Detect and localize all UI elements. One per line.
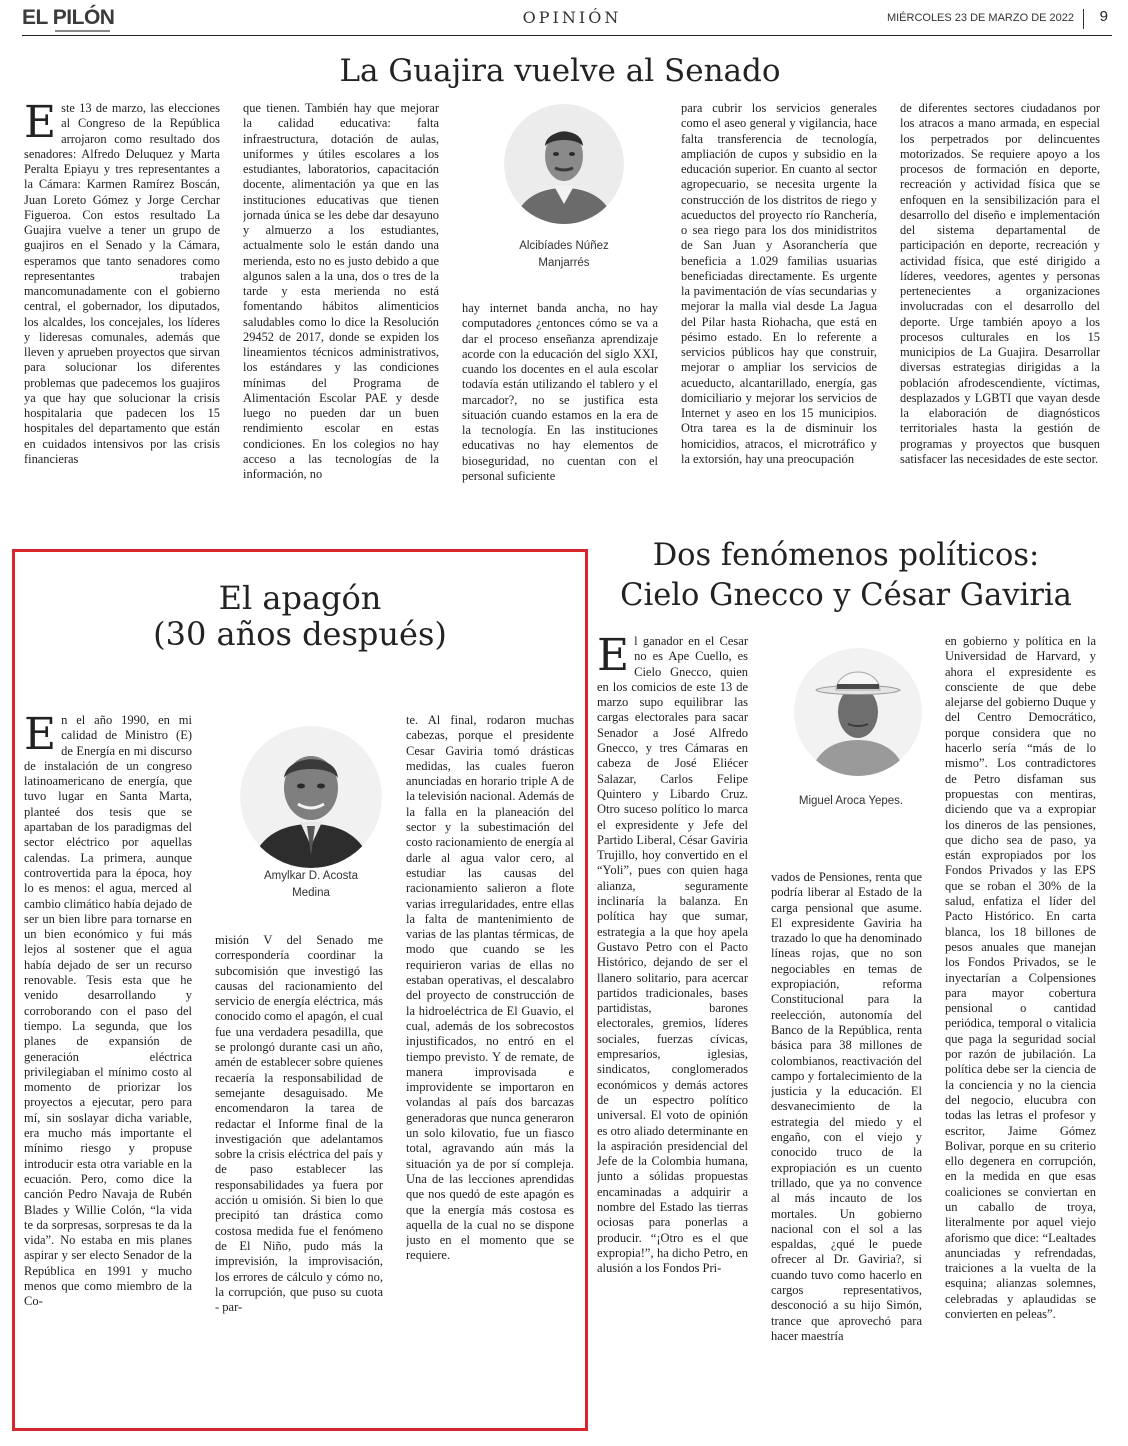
date-line: MIÉRCOLES 23 DE MARZO DE 2022: [886, 12, 1074, 24]
article3-column-2: [771, 870, 922, 1429]
article2-column-3: [406, 713, 574, 1416]
author-name-line-1: Amylkar D. Acosta: [264, 870, 358, 882]
article1-title: La Guajira vuelve al Senado: [339, 53, 781, 89]
author-photo-acosta: [240, 726, 382, 868]
article3-text-3: en gobierno y política en la Universidad de Harvard, y ahora el expresidente es consciente de que debe alejarse del gobierno Duque y del Centro Democrático, porque considera que no hacerlo sería “más de lo mismo”. Los contradictores de Petro disfaman sus propuestas con mentiras, diciendo que va a expropiar los dineros de las pensiones, que dicho sea de paso, ya están expropiados por los Fondos Privados y las EPS que se roban el 30% de la salud, enfatiza el líder del Pacto Histórico. En carta blanca, los 18 billones de pesos anuales que manejan los Fondos Privados, se le inyectarían a Colpensiones para mayor cobertura pensional o cantidad periódica, temporal o vitalicia que paga la seguridad social por razón de jubilación. La política debe ser la ciencia de la conciencia y no la ciencia del negocio, elucubra con todas las letras el profesor y escritor, Jaime Gómez Bolivar, porque en su criterio ello degenera en corrupción, en la medida en que esas coaliciones se conviertan en un caballo de troya, literalmente por aquel viejo aforismo que dice: “Lealtades anunciadas y refrendadas, traiciones a la vuelta de la esquina; alianzas solemnes, celebradas y aplaudidas se convierten en peleas”.: [945, 634, 1096, 1322]
article2-text-2: misión V del Senado me correspondería coordinar la subcomisión que investigó las causas del racionamiento del servicio de energía eléctrica, más conocido como el apagón, el cual fue una verdadera pesadilla, que se prolongó durante casi un año, amén de establecer sobre quienes recaería la responsabilidad de semejante desaguisado. Me encomendaron la tarea de redactar el Informe final de la investigación que adelantamos sobre la crisis eléctrica del país y de paso establecer las responsabilidades ya fuera por acción u omisión. Si bien lo que precipitó tan drástica como costosa medida fue el fenómeno de El Niño, pudo más la imprevisión, la improvisación, los errores de cálculo y cómo no, la corrupción, que puso su cuota - par-: [215, 933, 383, 1315]
article2-title: [60, 580, 540, 652]
page-number: 9: [1099, 8, 1108, 25]
article1-text-1: ste 13 de marzo, las elecciones al Congreso de la República arrojaron como resultado dos senadores: Alfredo Deluquez y Marta Peralta Epiayu y tres representantes a la Cámara: Karmen Ramírez Boscán, Juan Loreto Gómez y Jorge Cerchar Figueroa. Con estos resultado La Guajira vuelve a tener un grupo de guajiros en el Senado y la Cámara, esperamos que tanto senadores como representantes trabajen mancomunadamente con el gobierno central, el gobernador, los diputados, los alcaldes, los concejales, los líderes y lideresas comunales, además que lleven y aprueben proyectos que sirvan para solucionar los diferentes problemas que padecemos los guajiros ya que hay que solucionar la crisis hospitalaria que padecen los 15 hospitales del departamento que están en cuidados intensivos por las crisis financieras: [24, 101, 220, 466]
author-caption-nunez: [484, 238, 644, 272]
article1-text-4: para cubrir los servicios generales como el aseo general y vigilancia, hace falta transferencia de tecnología, ampliación de cupos y subsidio en la educación superior. En cuanto al sector agropecuario, se necesita urgente la construcción de los distritos de riego y acueductos del proyecto río Ranchería, o sea riego para los dos minidistritos de San Juan y Asoranchería que beneficia a 1.029 familias usuarias beneficiadas directamente. Es urgente la pavimentación de vías secundarias y mejorar la malla vial desde La Jagua del Pilar hasta Riohacha, que está en pésimo estado. En lo referente a servicios públicos hay que construir, mejorar o ampliar los servicios de acueducto, alcantarillado, energía, gas domiciliario y mejorar los servicios de Internet y aseo en los 15 municipios. Otra tarea es la de disminuir los homicidios, atracos, el microtráfico y la extorsión, hay una preocupación: [681, 101, 877, 466]
author-name-line-2: Manjarrés: [538, 257, 590, 269]
article2-title-line-1: El apagón: [218, 579, 382, 617]
drop-cap: E: [24, 713, 57, 760]
article2-column-1: [24, 713, 192, 1416]
article3-text-1: l ganador en el Cesar no es Ape Cuello, es Cielo Gnecco, quien en los comicios de este 13 de marzo supo equilibrar las cargas electorales para sacar Senador a José Alfredo Gnecco, y tres Cámaras en cabeza de José Eliécer Salazar, Carlos Felipe Quintero y Libardo Cruz. Otro suceso político lo marca el expresidente y Jefe del Partido Liberal, César Gaviria Trujillo, hoy convertido en el “Yoli”, pues con quien haga alianza, seguramente inclinaría la balanza. En política hay que sumar, estrategia a la que hoy apela Gustavo Petro con el Pacto Histórico, dejando de ser el llanero solitario, para acercar partidos tradicionales, bases partidistas, barones electorales, gremios, líderes sociales, fuerzas cívicas, empresarios, iglesias, sindicatos, conglomerados económicos y demás actores de un espectro político universal. El voto de opinión es otro aliado determinante en la aspiración presidencial del Jefe de la Colombia humana, junto a sólidas propuestas encaminadas a adquirir a nombre del Estado las tierras ociosas para ponerlas a producir. “¡Otro es el que expropia!”, ha dicho Petro, en alusión a los Fondos Pri-: [597, 634, 748, 1276]
article1-text-3: hay internet banda ancha, no hay computadores ¿entonces cómo se va a dar el proceso enseñanza aprendizaje acorde con la educación del siglo XXI, cuando los docentes en el aula escolar todavía están utilizando el tablero y el marcador?, no se justifica esta situación cuando estamos en la era de la tecnología. En las instituciones educativas no hay elementos de bioseguridad, no cuentan con el personal suficiente: [462, 301, 658, 483]
article1-column-1: [24, 101, 220, 509]
article3-column-3: [945, 634, 1096, 1429]
author-caption-aroca: Miguel Aroca Yepes.: [798, 795, 904, 807]
author-photo-nunez: [504, 104, 624, 224]
article1-column-4: [681, 101, 877, 509]
article1-text-5: de diferentes sectores ciudadanos por los atracos a mano armada, en especial los perpetrados por delincuentes motorizados. Se requiere apoyo a los procesos de formación en deporte, recreación y actividad física que se enfoquen en la sensibilización para el desarrollo del diseño e implementación del sistema departamental de participación en deporte, recreación y actividad física, que esté dirigido a líderes, veedores, agentes y personas pertenecientes a organizaciones involucradas con el desarrollo del deporte. Urge también apoyo a los procesos culturales en los 15 municipios de La Guajira. Desarrollar diversas estrategias dirigidas a la población afrodescendiente, víctimas, desplazados y LGBTI que vayan desde la elaboración de diagnósticos territoriales hasta la gestión de programas y proyectos que busquen satisfacer las necesidades de este sector.: [900, 101, 1100, 466]
drop-cap: E: [24, 101, 57, 148]
author-name-line-1: Alcibíades Núñez: [519, 240, 609, 252]
article3-title-line-2: Cielo Gnecco y César Gaviria: [620, 578, 1072, 613]
article2-text-1: n el año 1990, en mi calidad de Ministro (E) de Energía en mi discurso de instalación de un congreso latinoamericano de energía, que tuvo lugar en Santa Marta, planteé dos tesis que se apartaban de los paradigmas del sector eléctrico por aquellas calendas. La primera, aunque controvertida para la época, hoy lo es menos: el agua, merced al cambio climático había dejado de ser un bien libre para tornarse en un bien económico y fui más lejos al sostener que el agua había dejado de ser un recurso renovable. Tesis esta que he venido desarrollando y corroborando con el paso del tiempo. La segunda, que los planes de expansión de generación eléctrica privilegiaban el mínimo costo al momento de priorizar los proyectos a ejecutar, pero para mí, sin soslayar dicha variable, era mucho más importante el mínimo riesgo y propuse introducir esta otra variable en la ecuación. Pero, como dice la canción Pedro Navaja de Rubén Blades y Willie Colón, “la vida te da sorpresas, sorpresas te da la vida”. No estaba en mis planes aspirar y ser electo Senador de la República en 1991 y mucho menos que como miembro de la Co-: [24, 713, 192, 1309]
logo-underline: [55, 30, 110, 32]
article2-text-3: te. Al final, rodaron muchas cabezas, porque el presidente Cesar Gaviria tomó drásticas medidas, las cuales fueron anunciadas en horario triple A de la televisión nacional. Además de la falla en la planeación del sector y la subestimación del costo racionamiento de energía al darle al agua valor cero, al estudiar las causas del racionamiento salieron a flote varias irregularidades, entre ellas la falta de mantenimiento de varias de las plantas térmicas, de modo que cuando se les requirieron varias de ellas no estaban operativas, el descalabro del proyecto de construcción de la hidroeléctrica de El Guavio, el cual, además de los sobrecostos injustificados, no entró en el tiempo previsto. Y de remate, de manera improvisada e improvidente se importaron en volandas al país dos barcazas generadoras que nunca generaron un solo kilovatio, fue un fiasco total, agravando aún más la situación ya de por sí compleja. Una de las lecciones aprendidas que nos quedó de este apagón es que la energía más costosa es aquella de la cual no se dispone justo en el momento que se requiere.: [406, 713, 574, 1263]
article3-title: [596, 536, 1096, 616]
author-photo-aroca: [794, 648, 922, 776]
article1-text-2: que tienen. También hay que mejorar la calidad educativa: falta infraestructura, dotación de aulas, uniformes y útiles escolares a los estudiantes, laboratorios, capacitación docente, alimentación ya que en las instituciones educativas que tienen jornada única se les debe dar desayuno y almuerzo a los estudiantes, actualmente solo le están dando una merienda, esto no es justo debido a que algunos salen a la una, dos o tres de la tarde y esta merienda no está fomentando hábitos alimenticios saludables como lo dice la Resolución 29452 de 2017, donde se expiden los lineamientos técnicos administrativos, los estándares y las condiciones mínimas del Programa de Alimentación Escolar PAE y desde luego no pueden dar un buen rendimiento escolar en estas condiciones. En los colegios no hay acceso a las tecnologías de la información, no: [243, 101, 439, 481]
newspaper-logo: EL PILÓN: [22, 6, 115, 29]
masthead: [22, 6, 1112, 36]
article2-title-line-2: (30 años después): [153, 615, 447, 653]
article2-column-2: [215, 933, 383, 1416]
article1-column-2: [243, 101, 439, 509]
header-divider: [1083, 9, 1084, 29]
drop-cap: E: [597, 634, 630, 681]
article3-column-1: [597, 634, 748, 1429]
author-caption-acosta: [228, 868, 394, 902]
article3-text-2: vados de Pensiones, renta que podría liberar al Estado de la carga pensional que asume. El expresidente Gaviria ha trazado lo que ha denominado líneas rojas, que no son negociables en temas de expropiación, reforma Constitucional para la reelección, autonomía del Banco de la República, renta básica para 38 millones de colombianos, reactivación del campo y fortalecimiento de la justicia y la educación. El desvanecimiento de la estrategia del miedo y el engaño, con el viejo y conocido truco de la expropiación es un cuento trillado, que ya no convence al más incauto de los mortales. Un gobierno nacional con el sol a las espaldas, ¿qué le puede ofrecer al Dr. Gaviria?, si cuando tuvo como hacerlo en cargos representativos, desconoció a su hijo Simón, trance que aprovechó para hacer maestría: [771, 870, 922, 1343]
author-name-line-2: Medina: [292, 887, 330, 899]
section-title: OPINIÓN: [522, 8, 622, 27]
article1-column-3: [462, 301, 658, 509]
article1-column-5: [900, 101, 1100, 509]
article3-title-line-1: Dos fenómenos políticos:: [652, 538, 1040, 573]
